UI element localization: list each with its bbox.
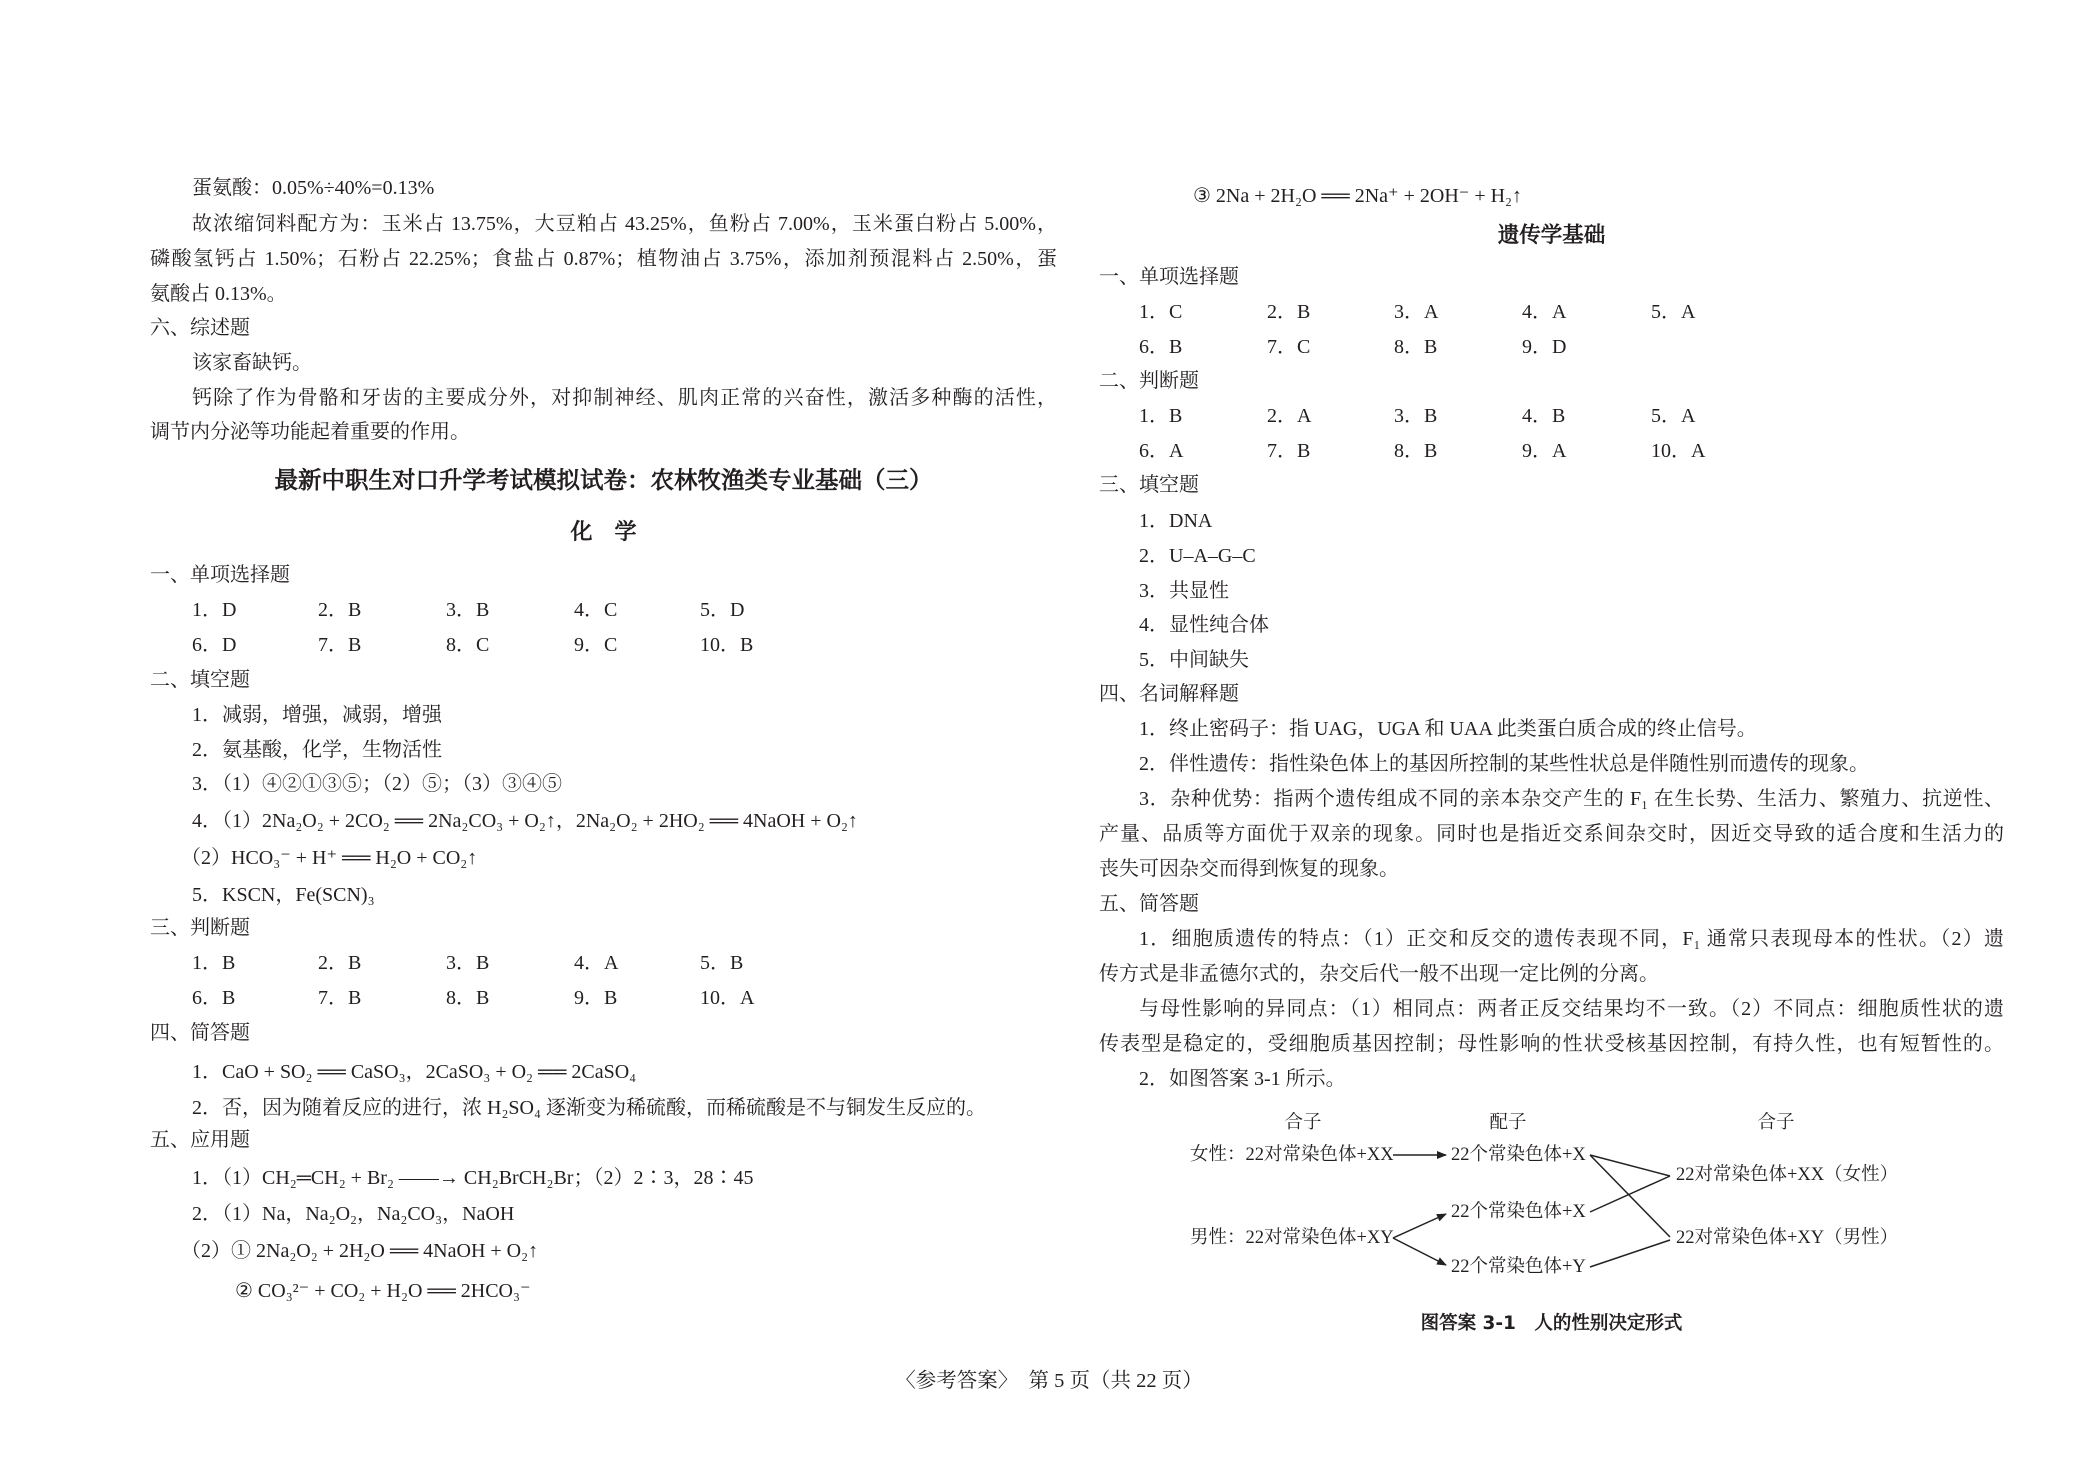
chem-tf-answer: 6．B <box>192 987 236 1009</box>
gen-terms-line: 丧失可因杂交而得到恢复的现象。 <box>1099 858 1399 880</box>
gen-true-false-heading: 二、判断题 <box>1099 370 1199 392</box>
feed-formula-line: 磷酸氢钙占 1.50%；石粉占 22.25%；食盐占 0.87%；植物油占 3.75%，添加剂预混料占 2.50%，蛋 <box>150 248 1057 270</box>
figure-offspring-label: 22对常染色体+XX（女性） <box>1676 1165 1899 1185</box>
gen-tf-answer: 7．B <box>1267 440 1311 462</box>
chem-application-item: 1．（1）CH₂═CH₂ + Br₂ ——→ CH₂BrCH₂Br；（2）2∶3，28∶45 <box>192 1167 754 1189</box>
gen-choice-answer: 4．A <box>1522 301 1567 323</box>
gen-choice-answer: 9．D <box>1522 336 1567 358</box>
gen-tf-answer: 3．B <box>1394 405 1438 427</box>
chem-choice-answer: 5．D <box>700 599 745 621</box>
line-egg-to-xx <box>1590 1155 1670 1176</box>
line-egg-to-xy <box>1590 1155 1670 1237</box>
chem-tf-answer: 8．B <box>446 987 490 1009</box>
gen-choice-answer: 5．A <box>1651 301 1696 323</box>
gen-short-answer-line: 与母性影响的异同点：（1）相同点：两者正反交结果均不一致。（2）不同点：细胞质性状的遗 <box>1139 998 2004 1020</box>
chem-choice-answer: 1．D <box>192 599 237 621</box>
chem-application-item: 2．（1）Na，Na₂O₂，Na₂CO₃，NaOH <box>192 1203 515 1225</box>
feed-formula-line: 故浓缩饲料配方为：玉米占 13.75%，大豆粕占 43.25%，鱼粉占 7.00%，玉米蛋白粉占 5.00%， <box>192 213 1057 235</box>
chem-tf-answer: 2．B <box>318 952 362 974</box>
chem-choice-answer: 2．B <box>318 599 362 621</box>
figure-header-zygote: 合子 <box>1757 1113 1795 1133</box>
chem-tf-answer: 4．A <box>574 952 619 974</box>
chem-tf-answer: 3．B <box>446 952 490 974</box>
chem-application-item: （2）① 2Na₂O₂ + 2H₂O ══ 4NaOH + O₂↑ <box>181 1240 539 1262</box>
arrow-male-to-y-gamete <box>1393 1238 1446 1265</box>
figure-female-label: 女性：22对常染色体+XX <box>1190 1145 1394 1165</box>
gen-choice-answer: 6．B <box>1139 336 1183 358</box>
gen-choice-answer: 1．C <box>1139 301 1183 323</box>
chem-application-heading: 五、应用题 <box>150 1129 250 1151</box>
chem-single-choice-heading: 一、单项选择题 <box>150 564 290 586</box>
figure-offspring-label: 22对常染色体+XY（男性） <box>1676 1228 1899 1248</box>
chem-application-item: ② CO₃²⁻ + CO₂ + H₂O ══ 2HCO₃⁻ <box>235 1280 531 1302</box>
gen-terms-line: 3．杂种优势：指两个遗传组成不同的亲本杂交产生的 F₁ 在生长势、生活力、繁殖力、抗逆性、 <box>1139 788 2004 810</box>
figure-male-label: 男性：22对常染色体+XY <box>1190 1228 1394 1248</box>
gen-short-answer-line: 传方式是非孟德尔式的，杂交后代一般不出现一定比例的分离。 <box>1099 963 1659 985</box>
figure-caption: 图答案 3-1 人的性别决定形式 <box>1420 1313 1683 1334</box>
gen-short-answer-line: 1．细胞质遗传的特点：（1）正交和反交的遗传表现不同，F₁ 通常只表现母本的性状。（2）遗 <box>1139 928 2004 950</box>
chem-application-item: ③ 2Na + 2H₂O ══ 2Na⁺ + 2OH⁻ + H₂↑ <box>1193 185 1523 207</box>
genetics-title: 遗传学基础 <box>1497 223 1606 248</box>
gen-fill-item: 2．U–A–G–C <box>1139 545 1256 567</box>
chem-choice-answer: 6．D <box>192 634 237 656</box>
essay-heading: 六、综述题 <box>150 317 250 339</box>
sex-determination-diagram <box>1180 1100 1900 1300</box>
chem-tf-answer: 1．B <box>192 952 236 974</box>
gen-tf-answer: 10．A <box>1651 440 1706 462</box>
figure-gamete-label: 22个常染色体+X <box>1451 1202 1586 1222</box>
gen-terms-heading: 四、名词解释题 <box>1099 683 1239 705</box>
gen-fill-item: 1．DNA <box>1139 510 1213 532</box>
figure-header-gamete: 配子 <box>1489 1113 1527 1133</box>
gen-choice-answer: 7．C <box>1267 336 1311 358</box>
chem-fill-item: 4．（1）2Na₂O₂ + 2CO₂ ══ 2Na₂CO₃ + O₂↑，2Na₂O₂ + 2HO₂ ══ 4NaOH + O₂↑ <box>192 810 858 832</box>
gen-tf-answer: 5．A <box>1651 405 1696 427</box>
chem-tf-answer: 5．B <box>700 952 744 974</box>
chem-fill-item: 2．氨基酸，化学，生物活性 <box>192 739 442 761</box>
chem-choice-answer: 4．C <box>574 599 618 621</box>
chem-fill-item: 5．KSCN，Fe(SCN)₃ <box>192 884 375 906</box>
chem-true-false-heading: 三、判断题 <box>150 917 250 939</box>
line-y-sperm-to-xy <box>1590 1240 1670 1267</box>
chem-tf-answer: 10．A <box>700 987 755 1009</box>
chem-fill-item: （2）HCO₃⁻ + H⁺ ══ H₂O + CO₂↑ <box>181 847 478 869</box>
chem-tf-answer: 9．B <box>574 987 618 1009</box>
gen-choice-answer: 8．B <box>1394 336 1438 358</box>
chemistry-title: 化 学 <box>570 520 637 545</box>
feed-formula-line: 氨酸占 0.13%。 <box>150 283 287 305</box>
essay-answer: 该家畜缺钙。 <box>192 352 312 374</box>
gen-single-choice-heading: 一、单项选择题 <box>1099 266 1239 288</box>
arrow-male-to-x-gamete <box>1393 1214 1446 1238</box>
chem-short-answer-heading: 四、简答题 <box>150 1022 250 1044</box>
gen-tf-answer: 4．B <box>1522 405 1566 427</box>
page-footer: 〈参考答案〉 第 5 页（共 22 页） <box>895 1370 1203 1392</box>
gen-fill-heading: 三、填空题 <box>1099 474 1199 496</box>
chem-tf-answer: 7．B <box>318 987 362 1009</box>
exam-title: 最新中职生对口升学考试模拟试卷：农林牧渔类专业基础（三） <box>274 466 933 494</box>
chem-choice-answer: 8．C <box>446 634 490 656</box>
feed-calc-line: 蛋氨酸：0.05%÷40%=0.13% <box>192 177 435 199</box>
figure-gamete-label: 22个常染色体+X <box>1451 1145 1586 1165</box>
gen-fill-item: 4．显性纯合体 <box>1139 614 1269 636</box>
essay-explanation-line: 钙除了作为骨骼和牙齿的主要成分外，对抑制神经、肌肉正常的兴奋性，激活多种酶的活性， <box>192 387 1057 409</box>
gen-fill-item: 5．中间缺失 <box>1139 649 1249 671</box>
essay-explanation-line: 调节内分泌等功能起着重要的作用。 <box>150 421 470 443</box>
gen-tf-answer: 6．A <box>1139 440 1184 462</box>
chem-choice-answer: 7．B <box>318 634 362 656</box>
figure-header-zygote: 合子 <box>1284 1113 1322 1133</box>
gen-terms-line: 1．终止密码子：指 UAG，UGA 和 UAA 此类蛋白质合成的终止信号。 <box>1139 718 1757 740</box>
chem-choice-answer: 3．B <box>446 599 490 621</box>
gen-choice-answer: 3．A <box>1394 301 1439 323</box>
chem-choice-answer: 10．B <box>700 634 754 656</box>
gen-tf-answer: 1．B <box>1139 405 1183 427</box>
chem-choice-answer: 9．C <box>574 634 618 656</box>
gen-terms-line: 2．伴性遗传：指性染色体上的基因所控制的某些性状总是伴随性别而遗传的现象。 <box>1139 753 1869 775</box>
gen-short-answer-heading: 五、简答题 <box>1099 893 1199 915</box>
chem-short-answer-item: 2．否，因为随着反应的进行，浓 H₂SO₄ 逐渐变为稀硫酸，而稀硫酸是不与铜发生反应的。 <box>192 1097 986 1119</box>
chem-fill-item: 3．（1）④②①③⑤；（2）⑤；（3）③④⑤ <box>192 773 562 795</box>
gen-choice-answer: 2．B <box>1267 301 1311 323</box>
line-x-sperm-to-xx <box>1590 1176 1670 1212</box>
chem-fill-heading: 二、填空题 <box>150 669 250 691</box>
gen-fill-item: 3．共显性 <box>1139 580 1229 602</box>
gen-tf-answer: 8．B <box>1394 440 1438 462</box>
gen-short-answer-line: 传表型是稳定的，受细胞质基因控制；母性影响的性状受核基因控制，有持久性，也有短暂性的。 <box>1099 1033 2004 1055</box>
gen-terms-line: 产量、品质等方面优于双亲的现象。同时也是指近交系间杂交时，因近交导致的适合度和生活力的 <box>1099 823 2004 845</box>
gen-tf-answer: 9．A <box>1522 440 1567 462</box>
chem-short-answer-item: 1．CaO + SO₂ ══ CaSO₃，2CaSO₃ + O₂ ══ 2CaSO₄ <box>192 1061 637 1083</box>
gen-tf-answer: 2．A <box>1267 405 1312 427</box>
figure-gamete-label: 22个常染色体+Y <box>1451 1257 1586 1277</box>
gen-short-answer-line: 2．如图答案 3-1 所示。 <box>1139 1068 1346 1090</box>
chem-fill-item: 1．减弱，增强，减弱，增强 <box>192 704 442 726</box>
